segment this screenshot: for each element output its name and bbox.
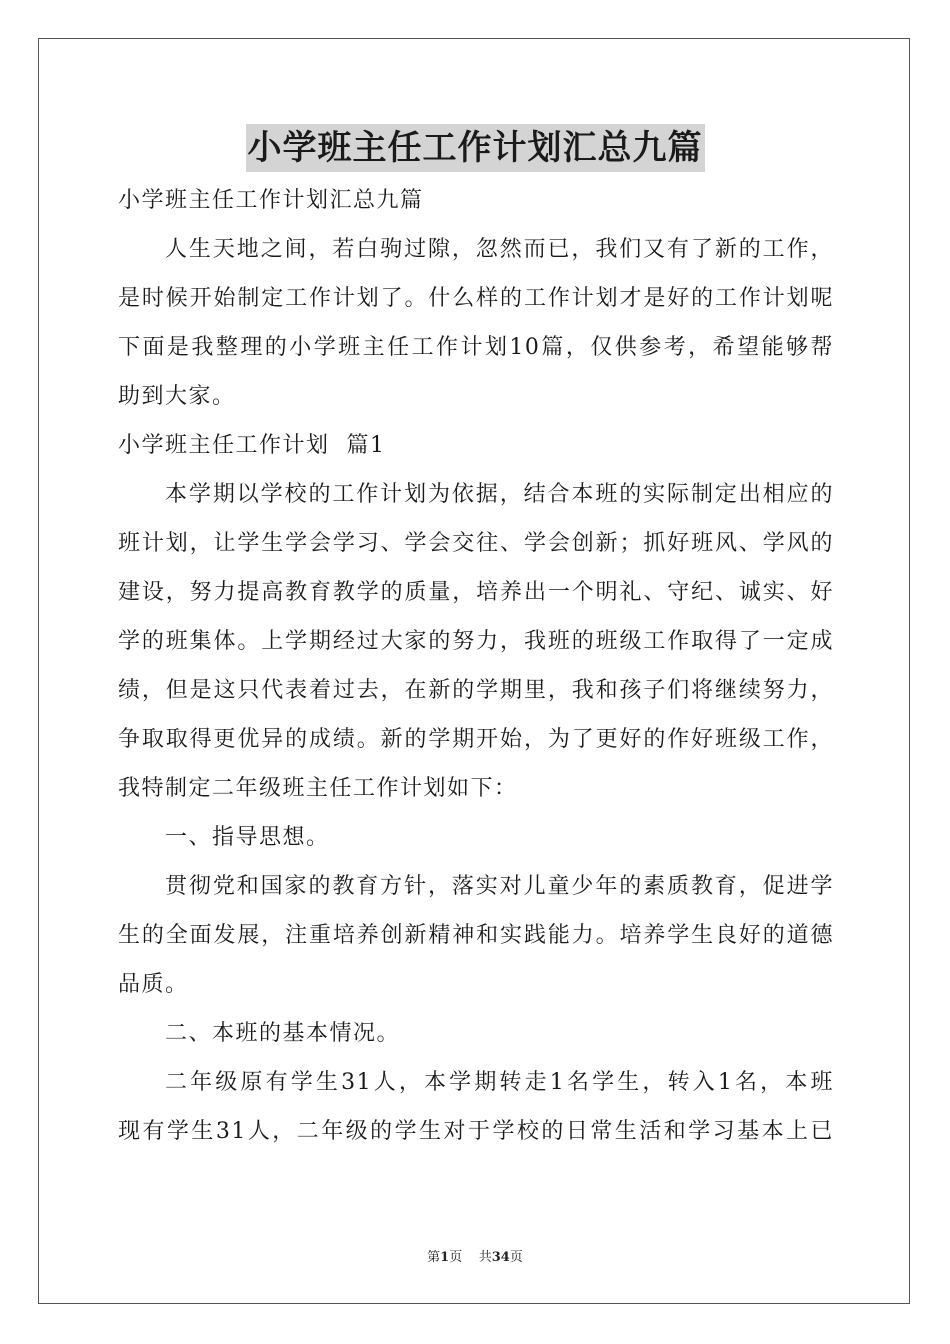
- text-line: 贯彻党和国家的教育方针，落实对儿童少年的素质教育，促进学: [165, 874, 834, 899]
- text-line: 绩，但是这只代表着过去，在新的学期里，我和孩子们将继续努力，: [118, 678, 834, 703]
- text-line: 现有学生31人，二年级的学生对于学校的日常生活和学习基本上已: [118, 1119, 834, 1144]
- text-line: 二、本班的基本情况。: [165, 1021, 401, 1046]
- text-line: 争取取得更优异的成绩。新的学期开始，为了更好的作好班级工作，: [118, 727, 834, 752]
- text-line: 建设，努力提高教育教学的质量，培养出一个明礼、守纪、诚实、好: [118, 580, 834, 605]
- text-line: 班计划，让学生学会学习、学会交往、学会创新；抓好班风、学风的: [118, 531, 834, 556]
- page-total: 34: [491, 1250, 510, 1265]
- text-line: 学的班集体。上学期经过大家的努力，我班的班级工作取得了一定成: [118, 629, 834, 654]
- footer-suffix: 页: [509, 1250, 523, 1265]
- text-line: 人生天地之间，若白驹过隙，忽然而已，我们又有了新的工作，: [165, 237, 834, 262]
- page-current: 1: [440, 1250, 450, 1265]
- title-container: [0, 124, 950, 172]
- text-line: 生的全面发展，注重培养创新精神和实践能力。培养学生良好的道德: [118, 923, 834, 948]
- page-footer: [0, 1246, 950, 1265]
- text-line: 我特制定二年级班主任工作计划如下：: [118, 776, 518, 801]
- text-line: 本学期以学校的工作计划为依据，结合本班的实际制定出相应的: [165, 482, 834, 507]
- text-line: 小学班主任工作计划汇总九篇: [118, 188, 424, 213]
- text-line: 小学班主任工作计划 篇1: [118, 433, 386, 458]
- text-line: 品质。: [118, 972, 189, 997]
- text-line: 助到大家。: [118, 384, 236, 409]
- text-line: 一、指导思想。: [165, 825, 330, 850]
- text-line: 下面是我整理的小学班主任工作计划10篇，仅供参考，希望能够帮: [118, 335, 834, 360]
- document-title: 小学班主任工作计划汇总九篇: [246, 124, 705, 172]
- footer-mid: 页 共: [449, 1250, 492, 1265]
- text-line: 二年级原有学生31人，本学期转走1名学生，转入1名，本班: [165, 1070, 834, 1095]
- footer-prefix: 第: [427, 1250, 441, 1265]
- document-body: [118, 176, 834, 1156]
- text-line: 是时候开始制定工作计划了。什么样的工作计划才是好的工作计划呢: [118, 286, 834, 311]
